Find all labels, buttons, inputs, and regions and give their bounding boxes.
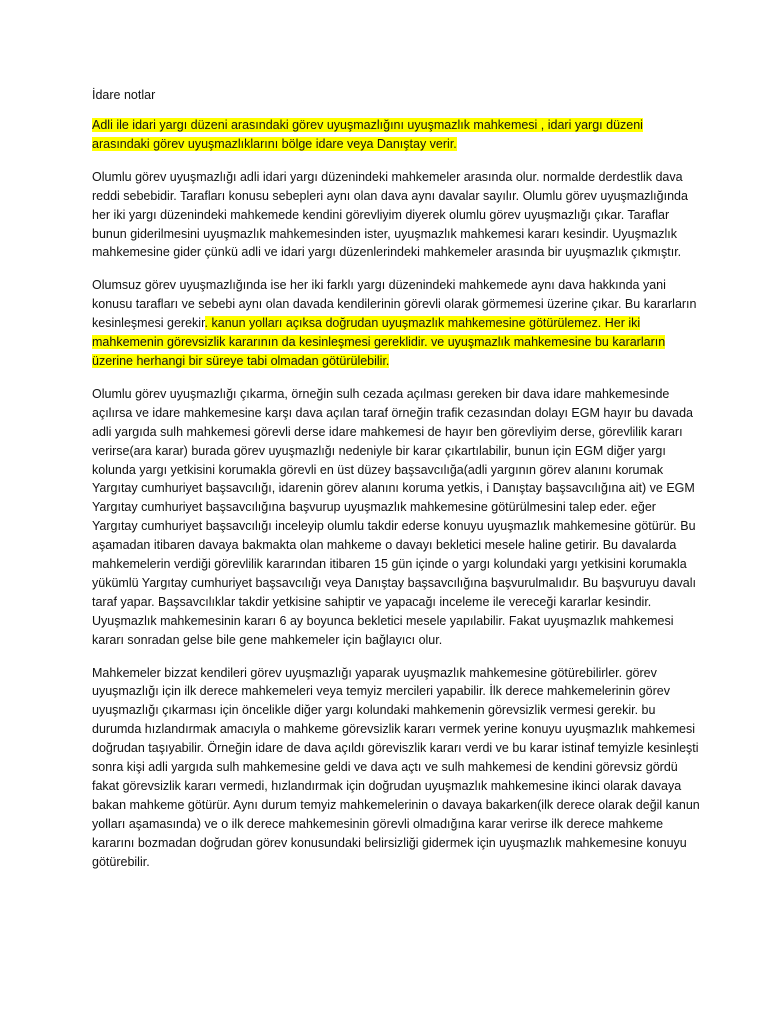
highlighted-text: Adli ile idari yargı düzeni arasındaki görev uyuşmazlığını uyuşmazlık mahkemesi , idari yargı düzeni arasındaki görev uyuşmazlıklarını bölge idare veya Danıştay verir.	[92, 118, 643, 151]
paragraph-text: Olumsuz görev uyuşmazlığında ise her iki farklı yargı düzenindeki mahkemede aynı dava hakkında yani konusu tarafları ve sebebi aynı olan davada kendilerinin görevli olarak görmemesi üzerine çıkar. Bu kararların kesinleşmesi gerekir	[92, 278, 697, 331]
paragraph-text: Olumlu görev uyuşmazlığı adli idari yargı düzenindeki mahkemeler arasında olur. normalde derdestlik dava reddi sebebidir. Tarafları konusu sebepleri aynı olan dava aynı davalar sayılır. Olumlu görev uyuşmazlığında her iki yargı düzenindeki mahkemede kendini görevliyim diyerek olumlu görev uyuşmazlığı çıkar. Taraflar bunun giderilmesini uyuşmazlık mahkemesinden ister, uyuşmazlık mahkemesi kararı kesindir. Uyuşmazlık mahkemesine gider çünkü adli ve idari yargı düzenlerindeki mahkemeler arasında bir uyuşmazlık çıkmıştır.	[92, 169, 688, 260]
paragraph-3	[92, 276, 700, 371]
paragraph-text: Olumlu görev uyuşmazlığı çıkarma, örneğin sulh cezada açılması gereken bir dava idare mahkemesinde açılırsa ve idare mahkemesine karşı dava açılan taraf örneğin trafik cezasından dolayı EGM hayır bu davada adli yargıda sulh mahkemesi görevli derse idare mahkemesi de hayır ben görevliyim derse, görevlilik kararı verirse(ara karar) burada görev uyuşmazlığı nedeniyle bir karar çıkartılabilir, bunun için EGM diğer yargı kolunda yargı yetkisini korumakla görevli en üst düzey başsavcılığa(adli yargının görev alanını korumak Yargıtay cumhuriyet başsavcılığı, idarenin görev alanını koruma yetkis, i Danıştay başsavcılığına ait) ve EGM Yargıtay cumhuriyet başsavcılığına başvurup uyuşmazlık mahkemesine götürülmesini talep eder. eğer Yargıtay cumhuriyet başsavcılığı inceleyip olumlu takdir ederse konuyu uyuşmazlık mahkemesine götürür. Bu aşamadan itibaren davaya bakmakta olan mahkeme o davayı bekletici mesele haline getirir. Bu davalarda mahkemelerin verdiği görevlilik kararından itibaren 15 gün içinde o yargı kolundaki yargı yetkisini korumakla yükümlü Yargıtay cumhuriyet başsavcılığı veya Danıştay başsavcılığına başvurulmalıdır. Bu başvuruyu davalı taraf yapar. Başsavcılıklar takdir yetkisine sahiptir ve yapacağı inceleme ile vereceği kararlar kesindir. Uyuşmazlık mahkemesinin kararı 6 ay boyunca bekletici mesele yapılabilir. Fakat uyuşmazlık mahkemesi kararı sonradan gelse bile gene mahkemeler için bağlayıcı olur.	[92, 386, 696, 647]
paragraph-1	[92, 116, 700, 154]
highlighted-text: . kanun yolları açıksa doğrudan uyuşmazlık mahkemesine götürülemez. Her iki mahkemenin görevsizlik kararının da kesinleşmesi gereklidir. ve uyuşmazlık mahkemesine bu kararların üzerine herhangi bir süreye tabi olmadan götürülebilir.	[92, 316, 666, 368]
paragraph-5	[92, 664, 700, 872]
paragraph-4	[92, 385, 700, 650]
paragraph-text: Mahkemeler bizzat kendileri görev uyuşmazlığı yaparak uyuşmazlık mahkemesine götürebilirler. görev uyuşmazlığı için ilk derece mahkemeleri veya temyiz mercileri yapabilir. İlk derece mahkemelerinin görev uyuşmazlığı çıkarması için öncelikle diğer yargı kolundaki mahkemenin görevsizlik vermesi gerekir. bu durumda hızlandırmak amacıyla o mahkeme görevsizlik kararı vermek yerine konuyu uyuşmazlık mahkemesi doğrudan taşıyabilir. Örneğin idare de dava açıldı göreviszlik kararı verdi ve bu karar istinaf temyizle kesinleşti sonra kişi adli yargıda sulh mahkemesine geldi ve dava açtı ve sulh mahkemesi de kendini görevsiz gördü fakat görevsizlik kararı vermedi, hızlandırmak için doğrudan uyuşmazlık mahkemesine ikinci olarak davaya bakan mahkeme götürür. Aynı durum temyiz mahkemelerinin o davaya bakarken(ilk derece olarak değil kanun yolları aşamasında) ve o ilk derece mahkemesinin görevli olmadığına karar verirse ilk derece mahkeme kararını bozmadan doğrudan görev konusundaki belirsizliği gidermek için uyuşmazlık mahkemesine konuyu götürebilir.	[92, 665, 700, 869]
paragraph-2	[92, 168, 700, 263]
document-title: İdare notlar	[92, 88, 156, 102]
